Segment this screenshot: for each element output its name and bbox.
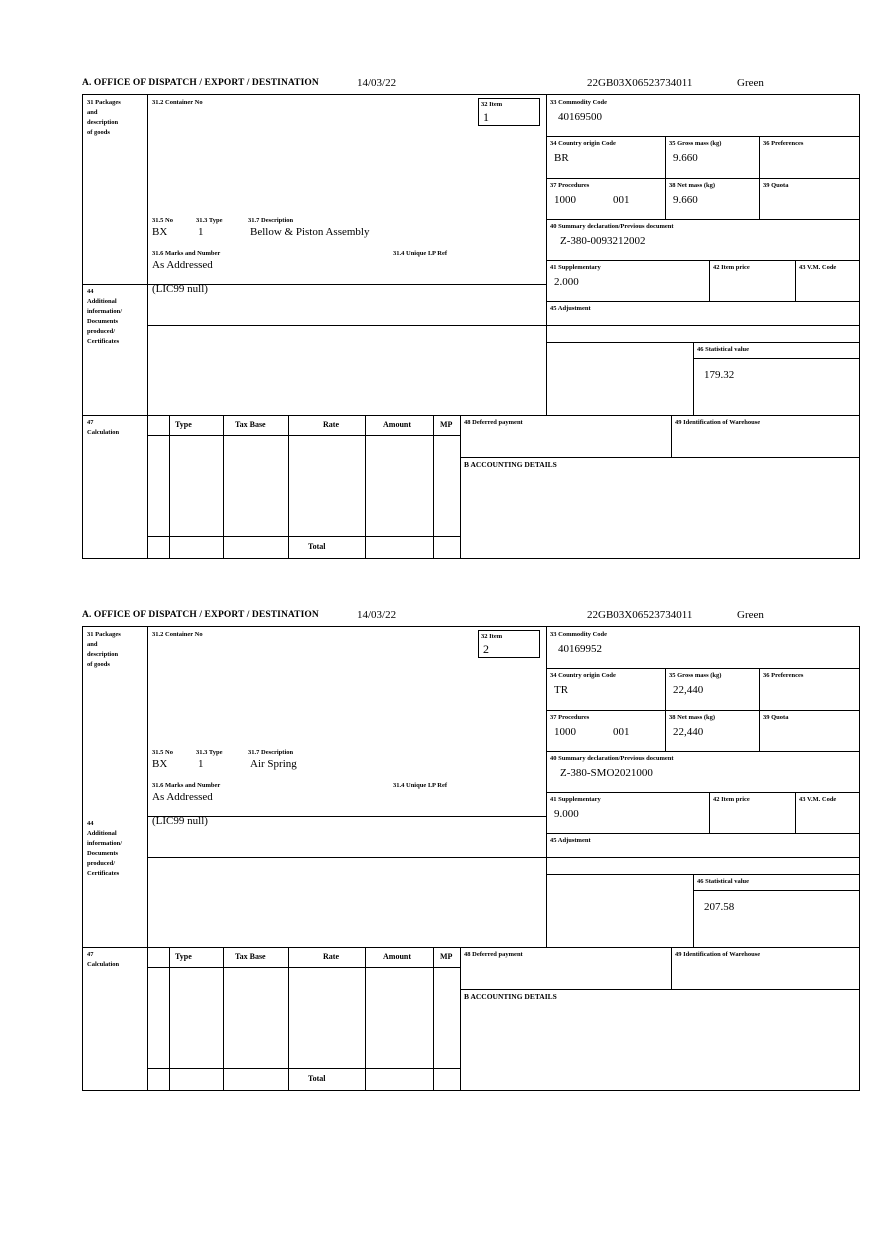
field-49-label: 49 Identification of Warehouse: [675, 419, 761, 426]
field-31-5-label-b: 31.5 No: [152, 749, 173, 756]
header-mrn: 22GB03X06523734011: [587, 77, 693, 89]
field-46-label: 46 Statistical value: [697, 346, 749, 353]
field-31-3-label-b: 31.3 Type: [196, 749, 223, 756]
form-grid: [82, 94, 860, 559]
calc-col-taxbase-b: Tax Base: [235, 952, 266, 961]
field-35-label-b: 35 Gross mass (kg): [669, 672, 722, 679]
field-33-value: 40169500: [558, 111, 602, 123]
field-31-7-value: Bellow & Piston Assembly: [250, 226, 370, 238]
header-date-2: 14/03/22: [357, 609, 397, 621]
field-32-label-b: 32 Item: [481, 633, 503, 640]
field-48-label-b: 48 Deferred payment: [464, 951, 523, 958]
customs-declaration-form-2: [82, 610, 860, 1091]
field-31-6-label-b: 31.6 Marks and Number: [152, 782, 221, 789]
field-32-value: 1: [483, 110, 489, 124]
field-47-label: 47: [87, 419, 94, 426]
header-office-label: A. OFFICE OF DISPATCH / EXPORT / DESTINATION: [82, 78, 319, 88]
field-41-label: 41 Supplementary: [550, 264, 601, 271]
field-46-value: 179.32: [704, 369, 735, 381]
field-43-label-b: 43 V.M. Code: [799, 796, 837, 803]
calc-total-label-b: Total: [308, 1074, 326, 1083]
calc-col-mp-b: MP: [440, 952, 453, 961]
field-31-3-label: 31.3 Type: [196, 217, 223, 224]
field-31-label-b: 31 Packages: [87, 631, 121, 638]
field-44-label-b5: produced/: [87, 860, 116, 867]
field-39-label: 39 Quota: [763, 182, 789, 189]
calc-col-type: Type: [175, 420, 192, 429]
field-34-value-b: TR: [554, 684, 569, 696]
header-lane-2: Green: [737, 609, 764, 621]
field-31-5-label: 31.5 No: [152, 217, 173, 224]
field-32-box: [478, 98, 540, 126]
field-49-label-b: 49 Identification of Warehouse: [675, 951, 761, 958]
field-32-value-b: 2: [483, 642, 489, 656]
field-42-label-b: 42 Item price: [713, 796, 750, 803]
calc-total-label: Total: [308, 542, 326, 551]
field-31-label-2: and: [87, 109, 98, 116]
field-42-label: 42 Item price: [713, 264, 750, 271]
field-41-label-b: 41 Supplementary: [550, 796, 601, 803]
field-31-label-4: of goods: [87, 129, 110, 136]
field-31-5-value: BX: [152, 226, 168, 238]
field-44-label-b6: Certificates: [87, 870, 120, 877]
field-31-2-label: 31.2 Container No: [152, 99, 203, 106]
form-grid-2: [82, 626, 860, 1091]
field-36-label: 36 Preferences: [763, 140, 804, 147]
field-40-value-b: Z-380-SMO2021000: [560, 767, 653, 779]
field-31-5-value-b: BX: [152, 758, 168, 770]
accounting-details-label: B ACCOUNTING DETAILS: [464, 460, 557, 469]
calc-col-amount-b: Amount: [383, 952, 412, 961]
field-37-value-b: 001: [613, 194, 630, 206]
field-44-label: 44: [87, 288, 94, 295]
field-38-value-b: 22,440: [673, 726, 704, 738]
form-header-2: [82, 610, 860, 626]
field-47-label-2: Calculation: [87, 429, 120, 436]
field-35-value: 9.660: [673, 152, 698, 164]
field-44-label-b: 44: [87, 820, 94, 827]
field-37-value-b-b: 001: [613, 726, 630, 738]
field-44-label-2: Additional: [87, 298, 117, 305]
field-43-label: 43 V.M. Code: [799, 264, 837, 271]
field-31-label-b2: and: [87, 641, 98, 648]
field-37-value-a-b: 1000: [554, 726, 576, 738]
calc-col-rate: Rate: [323, 420, 339, 429]
field-34-label: 34 Country origin Code: [550, 140, 616, 147]
field-31-7-value-b: Air Spring: [250, 758, 297, 770]
field-44-label-4: Documents: [87, 318, 119, 325]
field-38-value: 9.660: [673, 194, 698, 206]
field-31-label: 31 Packages: [87, 99, 121, 106]
field-40-value: Z-380-0093212002: [560, 235, 646, 247]
field-44-label-6: Certificates: [87, 338, 120, 345]
field-38-label-b: 38 Net mass (kg): [669, 714, 716, 721]
field-45-label: 45 Adjustment: [550, 305, 591, 312]
header-date: 14/03/22: [357, 77, 397, 89]
calc-col-taxbase: Tax Base: [235, 420, 266, 429]
field-47-label-b2: Calculation: [87, 961, 120, 968]
field-31-4-label-b: 31.4 Unique I.P Ref: [393, 782, 447, 789]
field-48-label: 48 Deferred payment: [464, 419, 523, 426]
field-31-6-value-b: As Addressed: [152, 791, 213, 803]
header-mrn-2: 22GB03X06523734011: [587, 609, 693, 621]
field-34-label-b: 34 Country origin Code: [550, 672, 616, 679]
field-36-label-b: 36 Preferences: [763, 672, 804, 679]
calc-col-mp: MP: [440, 420, 453, 429]
field-44-value-b: (LIC99 null): [152, 815, 208, 827]
field-45-label-b: 45 Adjustment: [550, 837, 591, 844]
field-31-7-label-b: 31.7 Description: [248, 749, 294, 756]
field-46-label-b: 46 Statistical value: [697, 878, 749, 885]
field-33-label-b: 33 Commodity Code: [550, 631, 608, 638]
customs-declaration-form-1: [82, 78, 860, 559]
field-44-label-b2: Additional: [87, 830, 117, 837]
field-33-value-b: 40169952: [558, 643, 602, 655]
field-41-value-b: 9.000: [554, 808, 579, 820]
calc-col-amount: Amount: [383, 420, 412, 429]
header-lane: Green: [737, 77, 764, 89]
field-31-7-label: 31.7 Description: [248, 217, 294, 224]
field-44-label-3: information/: [87, 308, 123, 315]
field-41-value: 2.000: [554, 276, 579, 288]
field-40-label-b: 40 Summary declaration/Previous document: [550, 755, 674, 762]
field-31-label-b4: of goods: [87, 661, 110, 668]
header-office-label-2: A. OFFICE OF DISPATCH / EXPORT / DESTINATION: [82, 610, 319, 620]
field-44-value: (LIC99 null): [152, 283, 208, 295]
field-31-label-b3: description: [87, 651, 119, 658]
field-37-label: 37 Procedures: [550, 182, 590, 189]
field-44-label-b4: Documents: [87, 850, 119, 857]
field-31-6-label: 31.6 Marks and Number: [152, 250, 221, 257]
field-37-label-b: 37 Procedures: [550, 714, 590, 721]
field-35-label: 35 Gross mass (kg): [669, 140, 722, 147]
field-44-label-b3: information/: [87, 840, 123, 847]
field-31-4-label: 31.4 Unique I.P Ref: [393, 250, 447, 257]
field-32-label: 32 Item: [481, 101, 503, 108]
field-31-6-value: As Addressed: [152, 259, 213, 271]
field-44-label-5: produced/: [87, 328, 116, 335]
field-34-value: BR: [554, 152, 569, 164]
field-39-label-b: 39 Quota: [763, 714, 789, 721]
accounting-details-label-b: B ACCOUNTING DETAILS: [464, 992, 557, 1001]
field-33-label: 33 Commodity Code: [550, 99, 608, 106]
field-31-2-label-b: 31.2 Container No: [152, 631, 203, 638]
field-35-value-b: 22,440: [673, 684, 704, 696]
field-40-label: 40 Summary declaration/Previous document: [550, 223, 674, 230]
field-31-3-value-b: 1: [198, 758, 204, 770]
field-31-label-3: description: [87, 119, 119, 126]
field-31-3-value: 1: [198, 226, 204, 238]
calc-col-type-b: Type: [175, 952, 192, 961]
field-47-label-b: 47: [87, 951, 94, 958]
field-38-label: 38 Net mass (kg): [669, 182, 716, 189]
form-header: [82, 78, 860, 94]
calc-col-rate-b: Rate: [323, 952, 339, 961]
field-32-box-b: [478, 630, 540, 658]
field-37-value-a: 1000: [554, 194, 576, 206]
field-46-value-b: 207.58: [704, 901, 735, 913]
